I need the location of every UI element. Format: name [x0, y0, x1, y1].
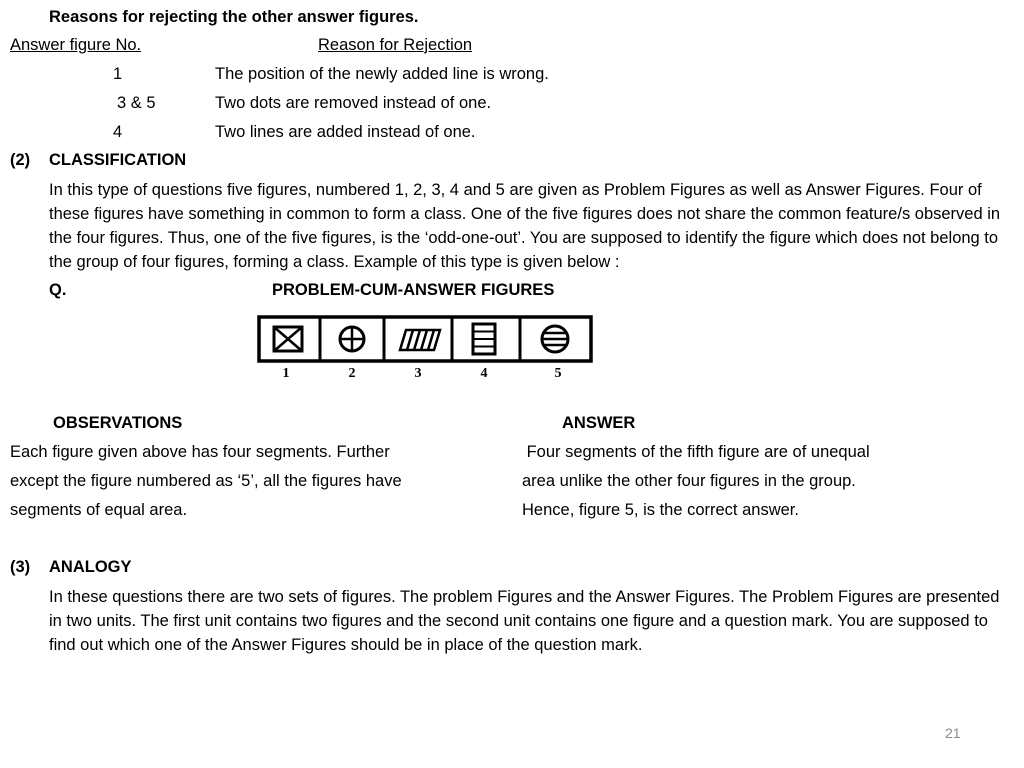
answer-line-3: Hence, figure 5, is the correct answer. [522, 501, 799, 519]
classification-title: CLASSIFICATION [49, 151, 187, 169]
rejection-row-2-number: 3 & 5 [117, 94, 156, 112]
figure-number-3: 3 [414, 366, 422, 381]
circle-cross-icon [340, 327, 364, 351]
rejection-row-3-number: 4 [113, 123, 123, 141]
question-label: Q. [49, 281, 67, 299]
observations-title: OBSERVATIONS [53, 414, 183, 432]
answer-figure-column-header: Answer figure No. [10, 36, 142, 54]
analogy-number: (3) [10, 558, 31, 576]
slide-number: 21 [945, 725, 961, 741]
striped-rectangle-icon [473, 324, 495, 354]
figure-number-4: 4 [480, 366, 488, 381]
observation-line-3: segments of equal area. [10, 501, 188, 519]
rejection-row-1-number: 1 [113, 65, 123, 83]
striped-circle-icon [542, 326, 568, 352]
classification-body: In this type of questions five figures, numbered 1, 2, 3, 4 and 5 are given as Problem Figures as well as Answer Figures. Four of these figures have something in common to form a class. One of the five figures does not share the common feature/s observed in the four figures. Thus, one of the five figures, is the ‘odd-one-out’. You are supposed to identify the figure which does not belong to the group of four figures, forming a class. Example of this type is given below : [49, 181, 1001, 271]
hatched-parallelogram-icon [400, 330, 440, 350]
rejection-heading: Reasons for rejecting the other answer figures. [49, 8, 419, 26]
problem-cum-answer-figures [256, 314, 596, 384]
answer-line-2: area unlike the other four figures in the group. [522, 472, 856, 490]
figure-number-2: 2 [348, 366, 356, 381]
figures-title: PROBLEM-CUM-ANSWER FIGURES [272, 281, 555, 299]
rejection-row-2-reason: Two dots are removed instead of one. [215, 94, 492, 112]
reason-column-header: Reason for Rejection [318, 36, 473, 54]
analogy-body: In these questions there are two sets of figures. The problem Figures and the Answer Figures. The Problem Figures are presented in two units. The first unit contains two figures and the second unit contains one figure and a question mark. You are supposed to find out which one of the Answer Figures should be in place of the question mark. [49, 588, 1000, 654]
classification-number: (2) [10, 151, 31, 169]
rejection-row-1-reason: The position of the newly added line is wrong. [215, 65, 549, 83]
observation-line-2: except the figure numbered as ‘5’, all the figures have [10, 472, 402, 490]
x-in-square-icon [274, 327, 302, 351]
figure-number-5: 5 [554, 366, 562, 381]
observation-line-1: Each figure given above has four segments. Further [10, 443, 390, 461]
rejection-row-3-reason: Two lines are added instead of one. [215, 123, 476, 141]
analogy-title: ANALOGY [49, 558, 132, 576]
figure-number-1: 1 [282, 366, 290, 381]
answer-title: ANSWER [562, 414, 636, 432]
answer-line-1: Four segments of the fifth figure are of unequal [522, 443, 870, 461]
